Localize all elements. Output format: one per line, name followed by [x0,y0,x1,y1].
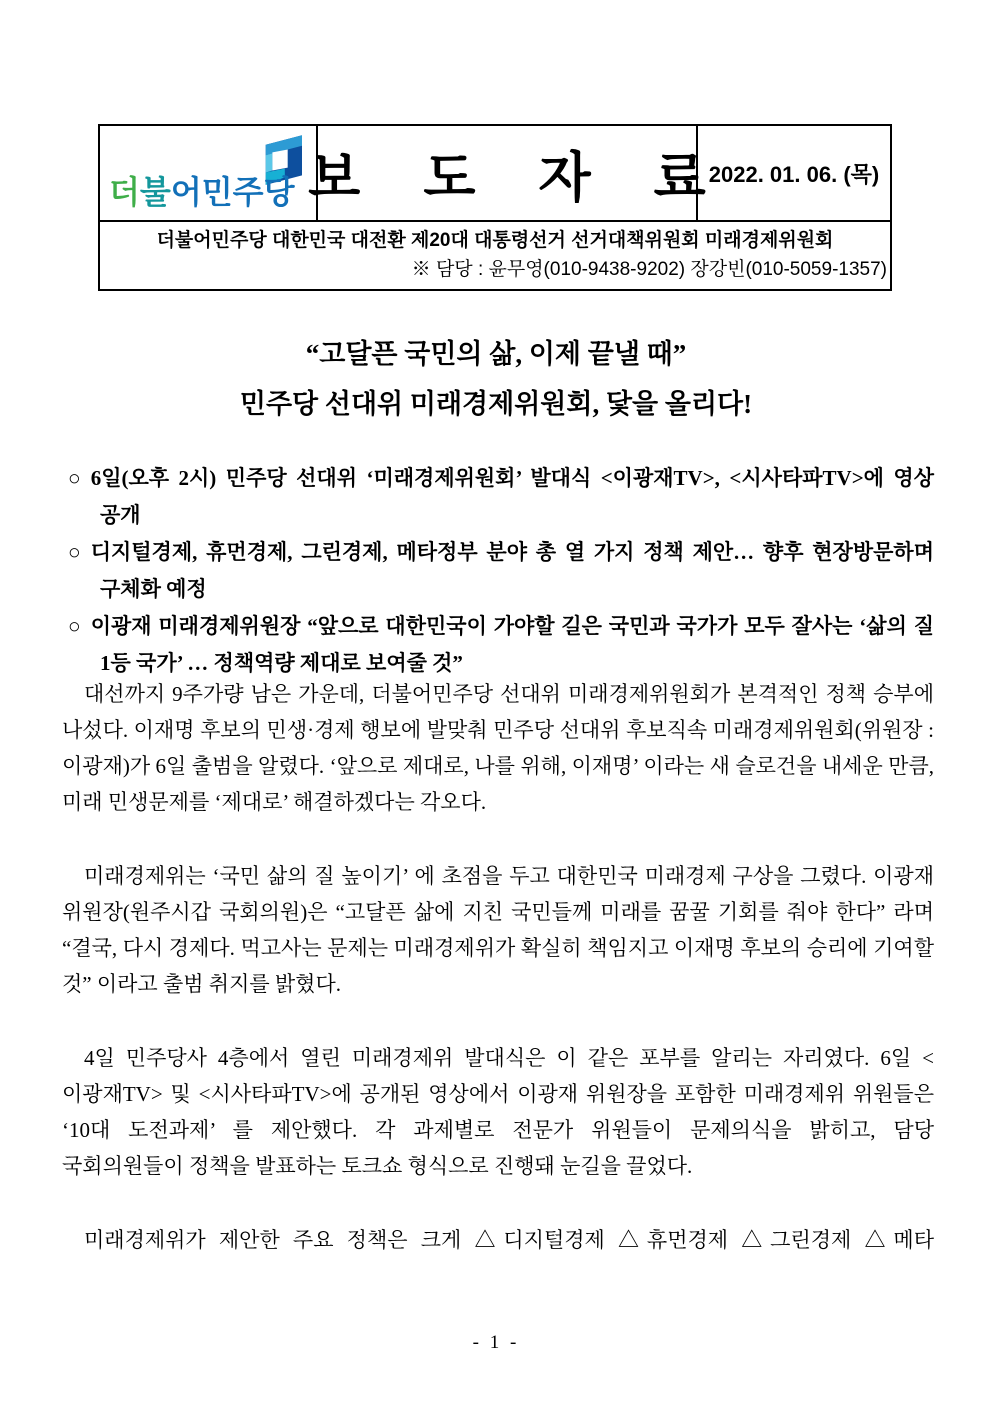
contact-line: ※ 담당 : 윤무영(010-9438-9202) 장강빈(010-5059-1357) [411,259,887,280]
logo-char-deo: 더 [109,174,140,210]
page-number: - 1 - [472,1332,520,1353]
header-top-row [100,126,890,222]
bullet-text: 6일(오후 2시) 민주당 선대위 ‘미래경제위원회’ 발대식 <이광재TV>, <시사타파TV>에 영상 공개 [90,466,934,527]
logo-chars-eominjudang: 어민주당 [170,174,295,210]
bullet-text: 이광재 미래경제위원장 “앞으로 대한민국이 가야할 길은 국민과 국가가 모두 잘사는 ‘삶의 질 1등 국가’ … 정책역량 제대로 보여줄 것” [90,614,934,675]
bullet-text: 디지털경제, 휴먼경제, 그린경제, 메타정부 분야 총 열 가지 정책 제안… 향후 현장방문하며 구체화 예정 [90,540,934,601]
header-bottom-row [100,222,890,289]
bullet-item-1 [62,460,934,534]
bullet-marker-icon: ○ [68,466,81,490]
article-body [62,676,934,1296]
bullet-item-2 [62,534,934,608]
logo-char-bul: 불 [139,174,171,210]
masthead-title: 보 도 자 료 [308,147,730,208]
body-paragraph-4: 미래경제위가 제안한 주요 정책은 크게 △디지털경제 △휴먼경제 △그린경제 △메타 [84,1228,934,1252]
body-paragraph-3: 4일 민주당사 4층에서 열린 미래경제위 발대식은 이 같은 포부를 알리는 자리였다. 6일 <이광재TV> 및 <시사타파TV>에 공개된 영상에서 이광재 위원장을 포함한 미래경제위 위원들은 ‘10대 도전과제’ 를 제안했다. 각 과제별로 전문가 위원들이 문제의식을 밝히고, 담당 국회의원들이 정책을 발표하는 토크쇼 형식으로 진행돼 눈길을 끌었다. [62,1046,934,1178]
party-logo [100,126,318,220]
masthead-title-cell [308,126,730,220]
bullet-marker-icon: ○ [68,614,81,638]
header-box [98,124,892,291]
headline-quote: “고달픈 국민의 삶, 이제 끝낼 때” [305,339,687,369]
committee-line: 더불어민주당 대한민국 대전환 제20대 대통령선거 선거대책위원회 미래경제위원회 [156,230,834,251]
headline [0,338,992,420]
body-paragraph-2: 미래경제위는 ‘국민 삶의 질 높이기’ 에 초점을 두고 대한민국 미래경제 구상을 그렸다. 이광재 위원장(원주시갑 국회의원)은 “고달픈 삶에 지친 국민들께 미래를 꿈꿀 기회를 줘야 한다” 라며 “결국, 다시 경제다. 먹고사는 문제는 미래경제위가 확실히 책임지고 이재명 후보의 승리에 기여할 것” 이라고 출범 취지를 밝혔다. [62,864,934,996]
summary-bullets [62,460,934,682]
issue-date-cell [698,126,890,220]
body-paragraph-1: 대선까지 9주가량 남은 가운데, 더불어민주당 선대위 미래경제위원회가 본격적인 정책 승부에 나섰다. 이재명 후보의 민생·경제 행보에 발맞춰 민주당 선대위 후보직속 미래경제위원회(위원장 : 이광재)가 6일 출범을 알렸다. ‘앞으로 제대로, 나를 위해, 이재명’ 이라는 새 슬로건을 내세운 만큼, 미래 민생문제를 ‘제대로’ 해결하겠다는 각오다. [62,682,935,814]
issue-date: 2022. 01. 06. (목) [708,161,880,187]
party-logo-text [109,167,295,213]
bullet-marker-icon: ○ [68,540,81,564]
bullet-item-3 [62,608,934,682]
headline-subtitle: 민주당 선대위 미래경제위원회, 닻을 올리다! [239,389,753,419]
